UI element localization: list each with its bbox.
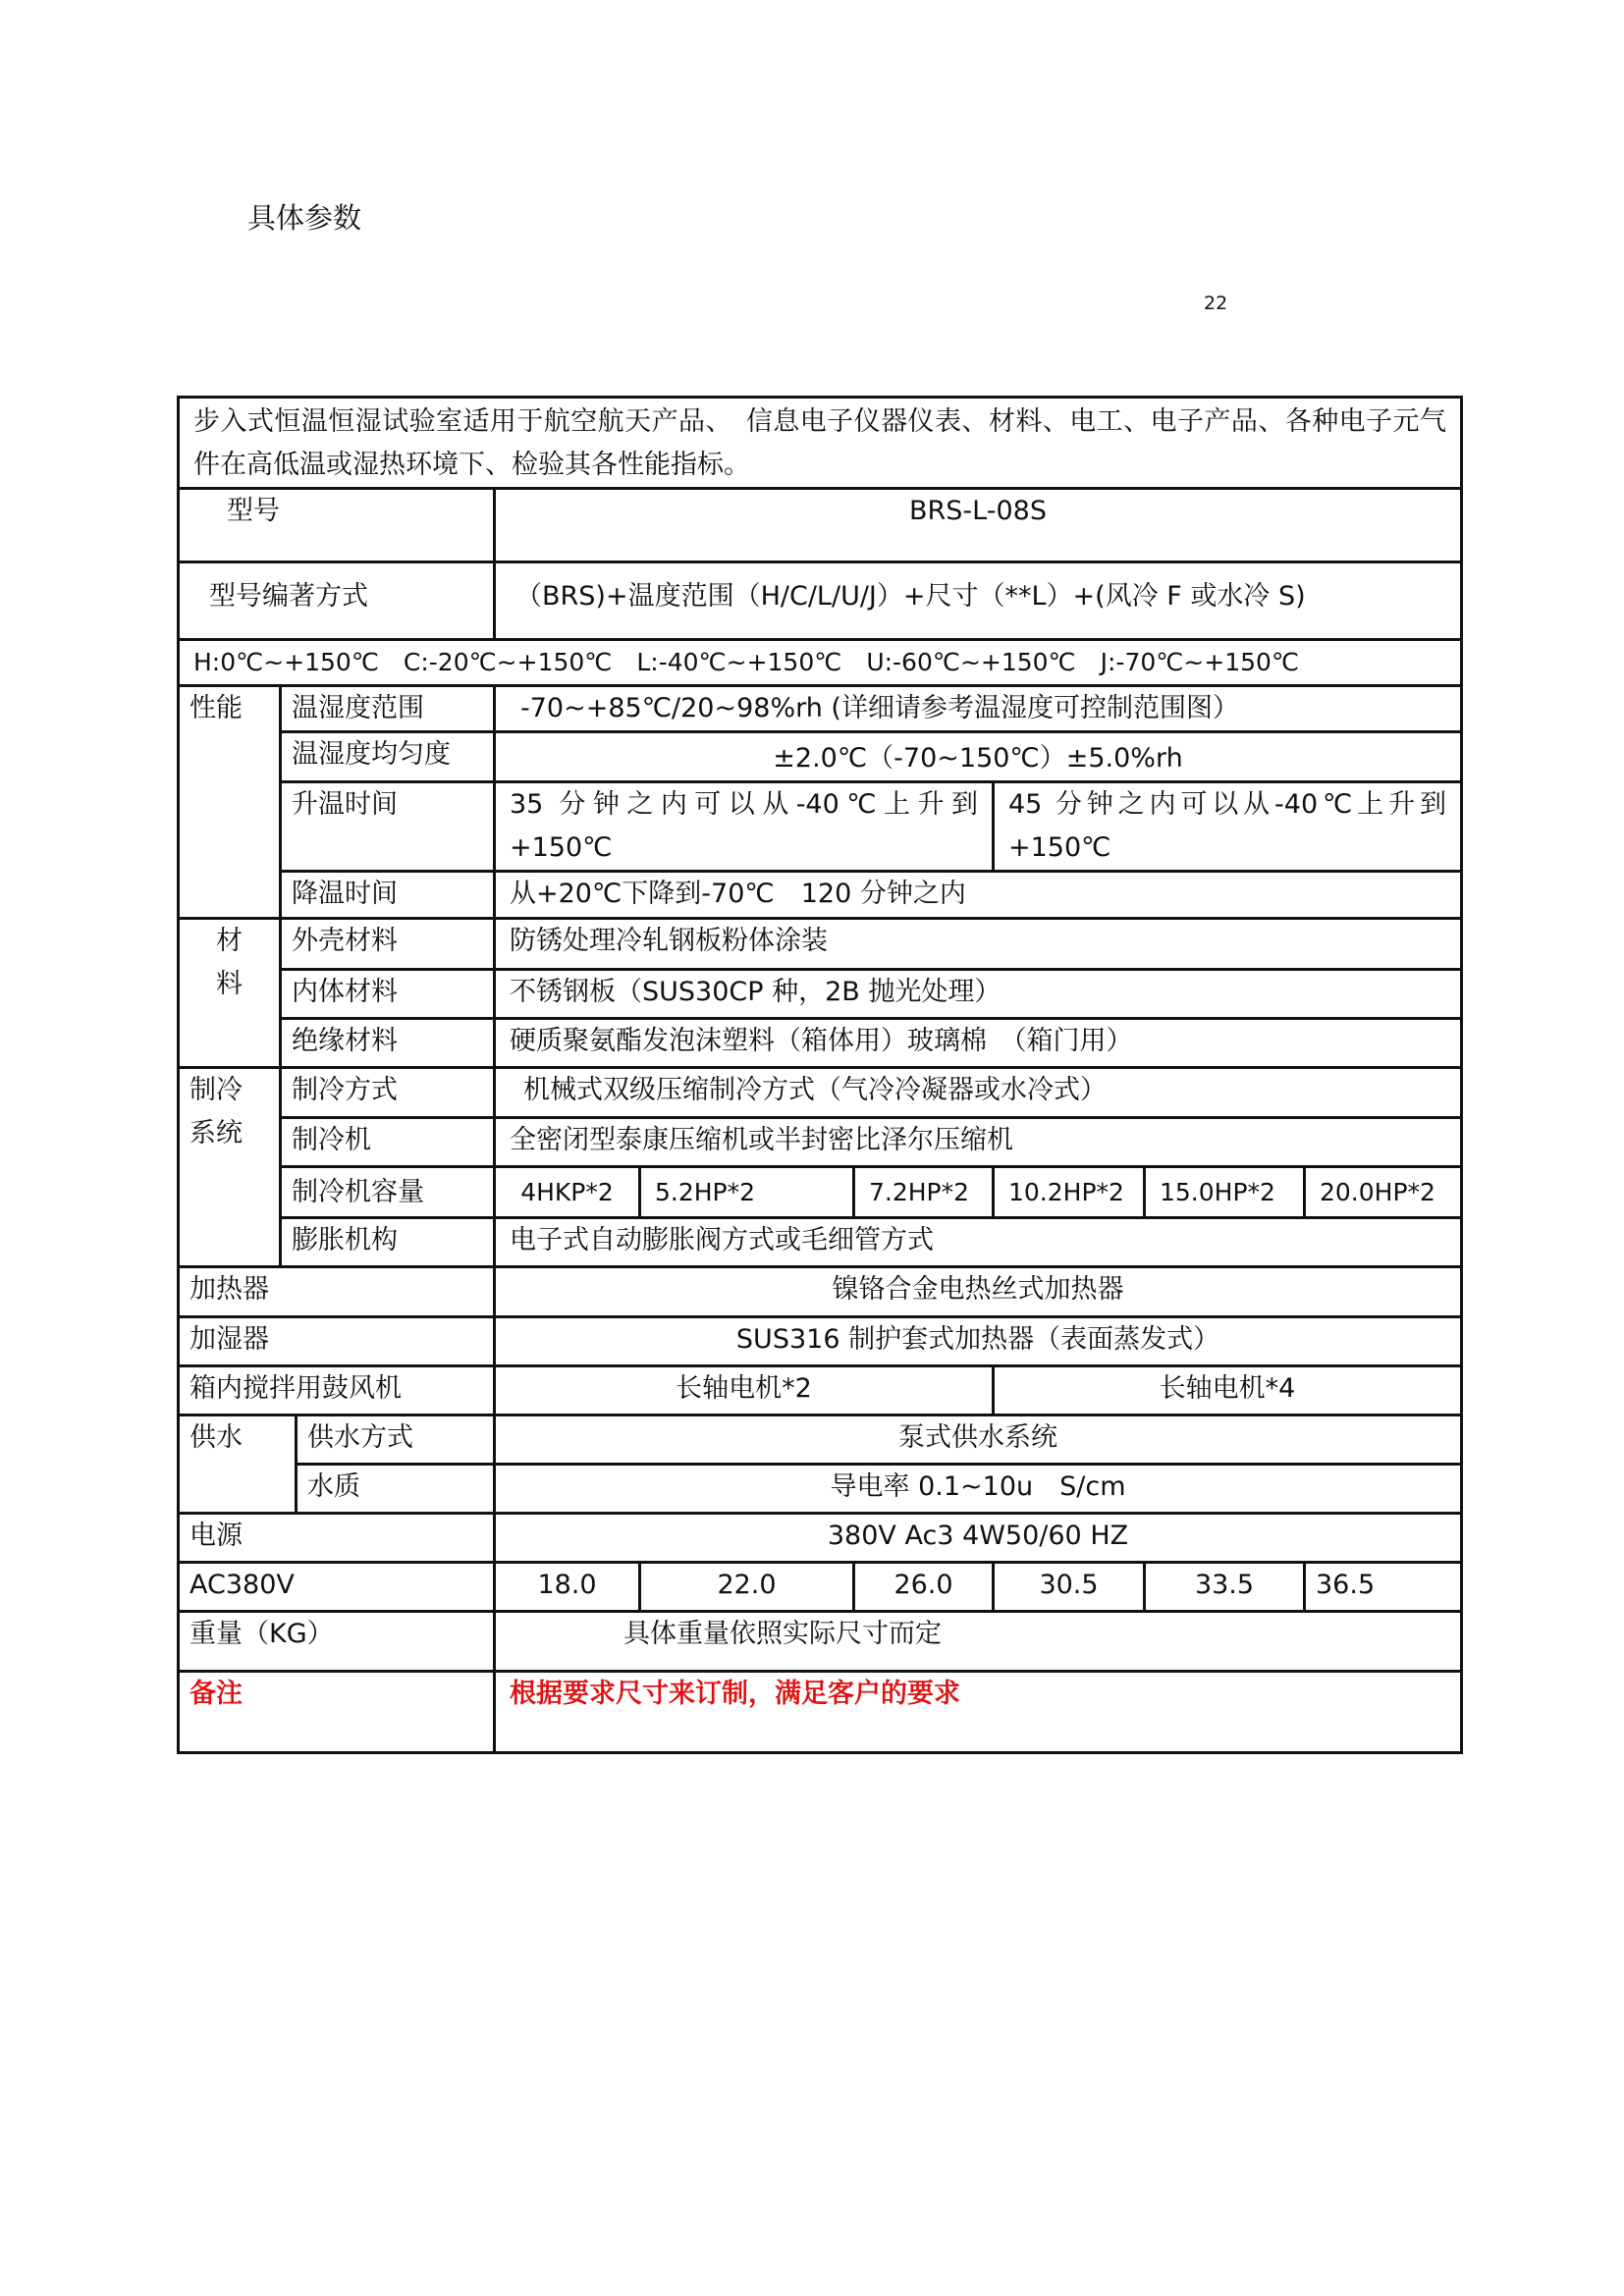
temp-humidity-range-value: -70~+85℃/20~98%rh (详细请参考温湿度可控制范围图） [495, 685, 1462, 731]
uniformity-value: ±2.0℃（-70~150℃）±5.0%rh [495, 731, 1462, 781]
ac380v-cell: 26.0 [854, 1563, 994, 1612]
capacity-cell: 5.2HP*2 [640, 1167, 854, 1218]
compressor-capacity-label: 制冷机容量 [281, 1167, 495, 1218]
refrigeration-group-label [179, 1067, 281, 1267]
water-group-label: 供水 [179, 1415, 297, 1513]
table-row [179, 919, 1462, 969]
remark-value: 根据要求尺寸来订制，满足客户的要求 [495, 1671, 1462, 1752]
table-row [179, 1612, 1462, 1671]
blower-label: 箱内搅拌用鼓风机 [179, 1365, 495, 1415]
water-supply-value: 泵式供水系统 [495, 1415, 1462, 1464]
weight-value: 具体重量依照实际尺寸而定 [495, 1612, 1462, 1671]
table-row [179, 1514, 1462, 1563]
ac380v-cell: 30.5 [994, 1563, 1145, 1612]
table-row [179, 731, 1462, 781]
page-number: 22 [1204, 293, 1228, 314]
blower-value-b: 长轴电机*4 [994, 1365, 1462, 1415]
table-row [179, 1218, 1462, 1267]
refrigeration-method-value: 机械式双级压缩制冷方式（气冷冷凝器或水冷式） [495, 1067, 1462, 1117]
table-row [179, 1067, 1462, 1117]
table-row [179, 1267, 1462, 1316]
table-row [179, 489, 1462, 562]
model-label: 型号 [179, 489, 495, 562]
ac380v-cell: 33.5 [1145, 1563, 1305, 1612]
temperature-codes: H:0℃~+150℃ C:-20℃~+150℃ L:-40℃~+150℃ U:-60℃~+150℃ J:-70℃~+150℃ [179, 639, 1462, 685]
cooldown-time-value: 从+20℃下降到-70℃ 120 分钟之内 [495, 872, 1462, 919]
ac380v-cell: 36.5 [1305, 1563, 1462, 1612]
naming-value: （BRS)+温度范围（H/C/L/U/J）+尺寸（**L）+(风冷 F 或水冷 S) [495, 562, 1462, 639]
humidifier-value: SUS316 制护套式加热器（表面蒸发式） [495, 1316, 1462, 1365]
table-row [179, 398, 1462, 489]
ac380v-cell: 18.0 [495, 1563, 640, 1612]
humidifier-label: 加湿器 [179, 1316, 495, 1365]
weight-label: 重量（KG） [179, 1612, 495, 1671]
blower-value-a: 长轴电机*2 [495, 1365, 994, 1415]
table-row [179, 969, 1462, 1018]
remark-label: 备注 [179, 1671, 495, 1752]
table-row [179, 685, 1462, 731]
heater-label: 加热器 [179, 1267, 495, 1316]
table-row [179, 1465, 1462, 1514]
table-row [179, 1167, 1462, 1218]
insulation-material-label: 绝缘材料 [281, 1018, 495, 1067]
heatup-time-value-a: 35 分钟之内可以从-40℃上升到+150℃ [495, 782, 994, 872]
table-row [179, 1415, 1462, 1464]
naming-label: 型号编著方式 [179, 562, 495, 639]
capacity-cell: 10.2HP*2 [994, 1167, 1145, 1218]
material-group-label [179, 919, 281, 1067]
compressor-label: 制冷机 [281, 1118, 495, 1167]
capacity-cell: 20.0HP*2 [1305, 1167, 1462, 1218]
spec-table [177, 396, 1463, 1754]
ac380v-cell: 22.0 [640, 1563, 854, 1612]
temp-humidity-range-label: 温湿度范围 [281, 685, 495, 731]
material-group-line2: 料 [216, 969, 243, 1000]
water-supply-label: 供水方式 [297, 1415, 495, 1464]
table-row [179, 1563, 1462, 1612]
table-row [179, 872, 1462, 919]
table-row [179, 1018, 1462, 1067]
shell-material-label: 外壳材料 [281, 919, 495, 969]
table-row [179, 1118, 1462, 1167]
water-quality-label: 水质 [297, 1465, 495, 1514]
model-value: BRS-L-08S [495, 489, 1462, 562]
inner-material-label: 内体材料 [281, 969, 495, 1018]
heatup-time-value-b: 45 分钟之内可以从-40℃上升到+150℃ [994, 782, 1462, 872]
heater-value: 镍铬合金电热丝式加热器 [495, 1267, 1462, 1316]
intro-text: 步入式恒温恒湿试验室适用于航空航天产品、 信息电子仪器仪表、材料、电工、电子产品、各种电子元气件在高低温或湿热环境下、检验其各性能指标。 [179, 398, 1462, 489]
shell-material-value: 防锈处理冷轧钢板粉体涂装 [495, 919, 1462, 969]
expansion-label: 膨胀机构 [281, 1218, 495, 1267]
cooldown-time-label: 降温时间 [281, 872, 495, 919]
table-row [179, 562, 1462, 639]
material-group-line1: 材 [216, 926, 243, 957]
section-heading: 具体参数 [247, 201, 362, 235]
uniformity-label: 温湿度均匀度 [281, 731, 495, 781]
refrigeration-group-line1: 制冷 [189, 1074, 243, 1105]
table-row [179, 1671, 1462, 1752]
insulation-material-value: 硬质聚氨酯发泡沫塑料（箱体用）玻璃棉 （箱门用） [495, 1018, 1462, 1067]
inner-material-value: 不锈钢板（SUS30CP 种，2B 抛光处理） [495, 969, 1462, 1018]
ac380v-label: AC380V [179, 1563, 495, 1612]
water-quality-value: 导电率 0.1~10u S/cm [495, 1465, 1462, 1514]
power-value: 380V Ac3 4W50/60 HZ [495, 1514, 1462, 1563]
capacity-cell: 4HKP*2 [495, 1167, 640, 1218]
capacity-cell: 15.0HP*2 [1145, 1167, 1305, 1218]
heatup-time-label: 升温时间 [281, 782, 495, 872]
capacity-cell: 7.2HP*2 [854, 1167, 994, 1218]
table-row [179, 639, 1462, 685]
refrigeration-group-line2: 系统 [189, 1117, 243, 1148]
expansion-value: 电子式自动膨胀阀方式或毛细管方式 [495, 1218, 1462, 1267]
power-label: 电源 [179, 1514, 495, 1563]
table-row [179, 1316, 1462, 1365]
performance-group-label: 性能 [179, 685, 281, 919]
compressor-value: 全密闭型泰康压缩机或半封密比泽尔压缩机 [495, 1118, 1462, 1167]
table-row [179, 782, 1462, 872]
refrigeration-method-label: 制冷方式 [281, 1067, 495, 1117]
table-row [179, 1365, 1462, 1415]
